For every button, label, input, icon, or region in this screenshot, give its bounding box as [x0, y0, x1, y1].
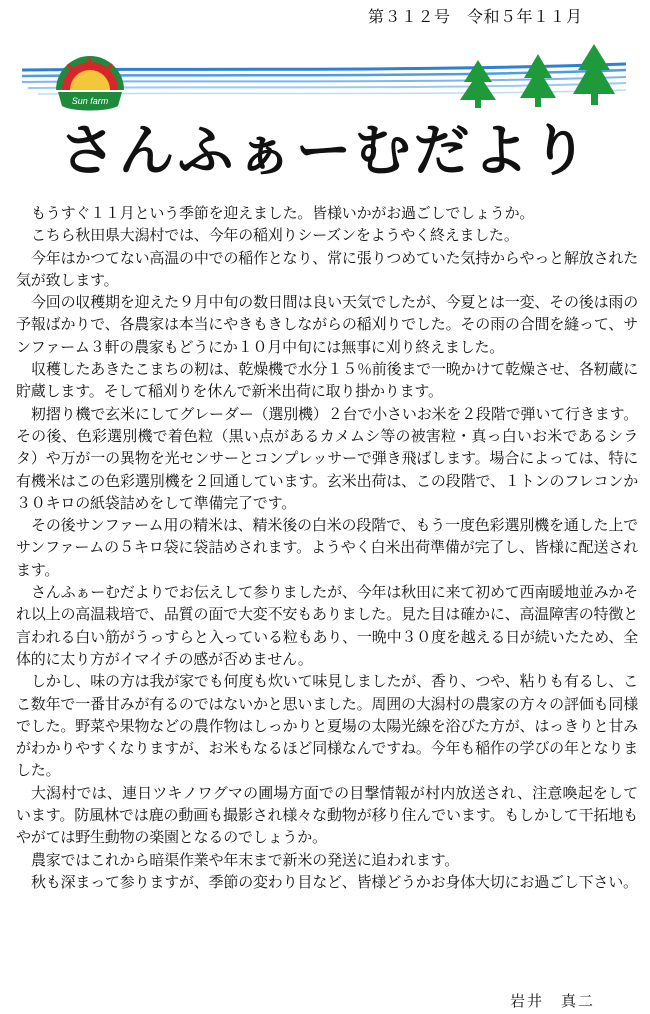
paragraph: さんふぁーむだよりでお伝えして参りましたが、今年は秋田に来て初めて西南暖地並みかそれ以上の高温栽培で、品質の面で大変不安もありました。見た目は確かに、高温障害の特徴と言われる白い筋がうっすらと入っている粒もあり、一晩中３０度を越える日が続いたため、全体的に太り方がイマイチの感が否めません。 [16, 583, 638, 668]
paragraph: その後サンファーム用の精米は、精米後の白米の段階で、もう一度色彩選別機を通した上でサンファームの５キロ袋に袋詰めされます。ようやく白米出荷準備が完了し、皆様に配送されます。 [16, 516, 638, 579]
article-body [16, 202, 638, 893]
logo-text: Sun farm [71, 96, 109, 106]
paragraph: 大潟村では、連日ツキノワグマの圃場方面での目撃情報が村内放送され、注意喚起をしています。防風林では鹿の動画も撮影され様々な動物が移り住んでいます。もしかして干拓地もやがては野生動物の楽園となるのでしょうか。 [16, 783, 638, 847]
paragraph: しかし、味の方は我が家でも何度も炊いて味見しましたが、香り、つや、粘りも有るし、ここ数年で一番甘みが有るのではないかと思いました。周囲の大潟村の農家の方々の評価も同様でした。野菜や果物などの農作物はしっかりと夏場の太陽光線を浴びた方が、はっきりと甘みがわかりやすくなりますが、お米もなるほど同様なんですね。今年も稲作の学びの年となりました。 [16, 672, 638, 780]
issue-number-date: 第３１２号 令和５年１１月 [368, 7, 583, 26]
paragraph: 農家ではこれから暗渠作業や年末まで新米の発送に追われます。 [31, 850, 460, 869]
paragraph: 収穫したあきたこまちの籾は、乾燥機で水分１５％前後まで一晩かけて乾燥させ、各籾蔵に貯蔵します。そして稲刈りを休んで新米出荷に取り掛かります。 [16, 360, 638, 401]
paragraph: 秋も深まって参りますが、季節の変わり目など、皆様どうかお身体大切にお過ごし下さい。 [31, 872, 638, 891]
author-signature: 岩井 真二 [510, 992, 596, 1010]
paragraph: こちら秋田県大潟村では、今年の稲刈りシーズンをようやく終えました。 [31, 226, 519, 245]
pine-trees [460, 44, 615, 108]
paragraph: 今年はかつてない高温の中での稲作となり、常に張りつめていた気持からやっと解放された気が致します。 [16, 248, 638, 289]
paragraph: もうすぐ１１月という季節を迎えました。皆様いかがお過ごしでしょうか。 [31, 204, 535, 222]
sun-farm-logo [56, 56, 124, 111]
paragraph: 籾摺り機で玄米にしてグレーダー（選別機）２台で小さいお米を２段階で弾いて行きます。その後、色彩選別機で着色粒（黒い点があるカメムシ等の被害粒・真っ白いお米であるシラタ）や万が一の異物を光センサーとコンプレッサーで弾き飛ばします。場合によっては、特に有機米はこの色彩選別機を２回通しています。玄米出荷は、この段階で、１トンのフレコンか３０キロの紙袋詰めをして準備完了です。 [16, 404, 638, 512]
newsletter-title: さんふぁーむだより [59, 119, 591, 184]
paragraph: 今回の収穫期を迎えた９月中旬の数日間は良い天気でしたが、今夏とは一変、その後は雨の予報ばかりで、各農家は本当にやきもきしながらの稲刈りでした。その雨の合間を縫って、サンファーム３軒の農家もどうにか１０月中旬には無事に刈り終えました。 [16, 293, 638, 356]
header-banner [18, 40, 630, 116]
tree-icon [573, 44, 615, 105]
